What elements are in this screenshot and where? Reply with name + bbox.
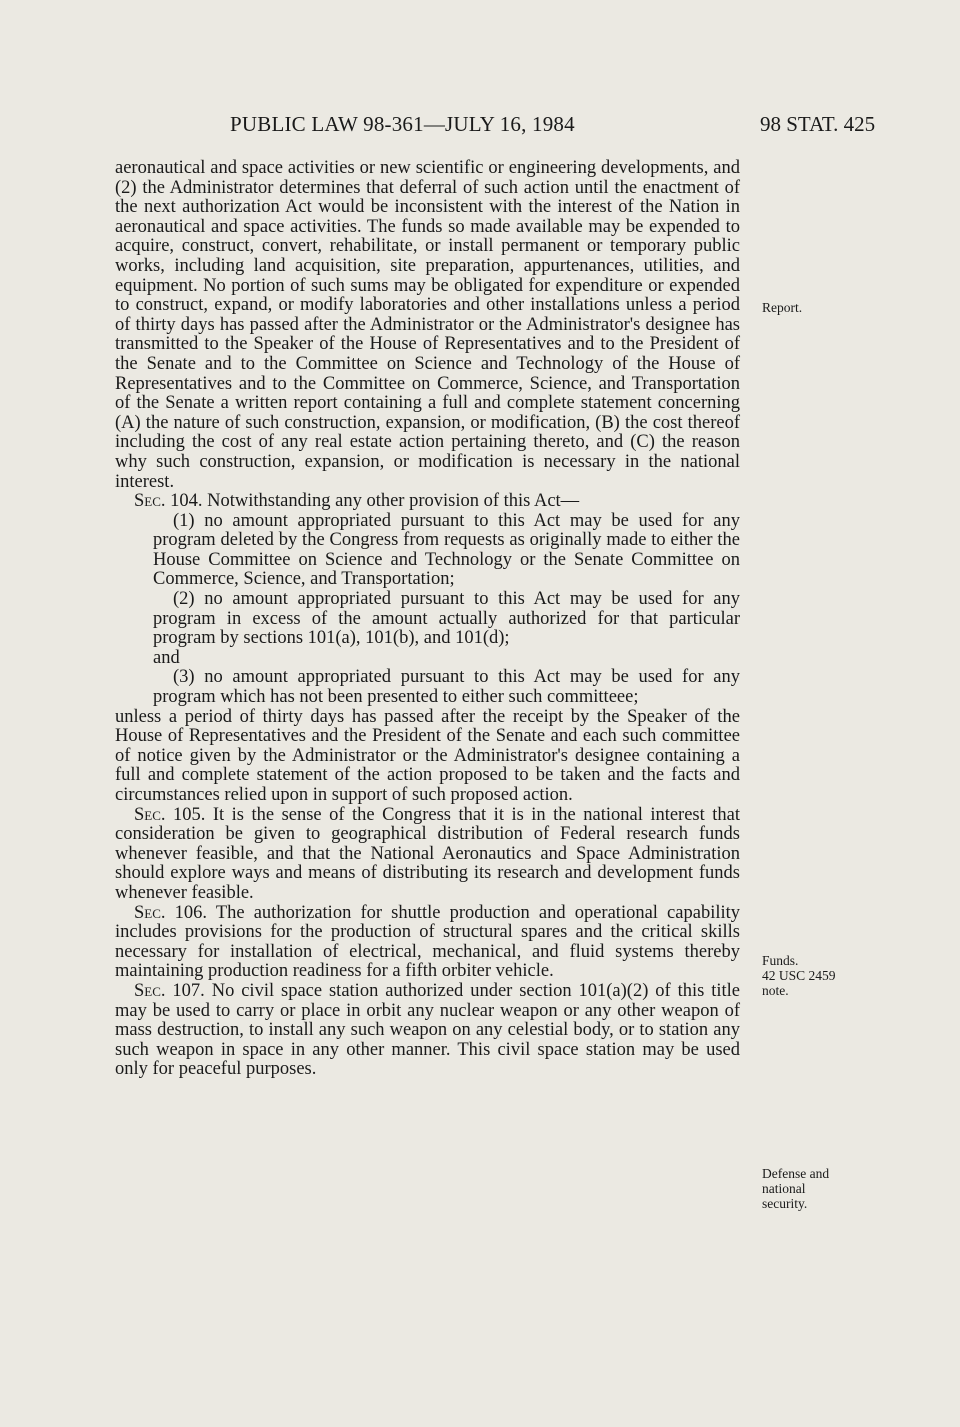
law-title: PUBLIC LAW 98-361—JULY 16, 1984 bbox=[230, 112, 575, 136]
section-104-tail: unless a period of thirty days has passed after the receipt by the Speaker of the House of Representatives and the President of the Senate and each such committee of notice given by the Administrator or the Administrator's designee containing a full and complete statement of the action proposed to be taken and the facts and circumstances relied upon in support of such proposed action. bbox=[115, 706, 740, 805]
margin-note-defense: Defense and national security. bbox=[762, 1166, 830, 1211]
page-header bbox=[0, 112, 960, 142]
section-label: Sec. bbox=[134, 980, 166, 1001]
section-label: Sec. bbox=[134, 902, 166, 923]
margin-note-report: Report. bbox=[762, 300, 803, 315]
section-106: Sec. 106. The authorization for shuttle production and operational capability includes provisions for the production of structural spares and the critical skills necessary for installation of electrical, mechanical, and fluid systems thereby maintaining production readiness for a fifth orbiter vehicle. bbox=[115, 902, 740, 982]
section-104-item-1: (1) no amount appropriated pursuant to this Act may be used for any program deleted by the Congress from requests as originally made to either the House Committee on Science and Technology or the Senate Committee on Commerce, Science, and Transportation; bbox=[153, 510, 740, 590]
law-body bbox=[115, 159, 740, 1080]
section-label: Sec. bbox=[134, 804, 166, 825]
section-103-continuation: aeronautical and space activities or new scientific or engineering developments, and (2) the Administrator determines that deferral of such action until the enactment of the next authorization Act would be inconsistent with the interest of the Nation in aeronautical and space activities. The funds so made available may be expended to acquire, construct, convert, rehabilitate, or install permanent or temporary public works, including land acquisition, site preparation, appurtenances, utilities, and equipment. No portion of such sums may be obligated for expenditure or expended to construct, expand, or modify laboratories and other installations unless a period of thirty days has passed after the Administrator or the Administrator's designee has transmitted to the Speaker of the House of Representatives and to the President of the Senate and to the Committee on Science and Technology of the House of Representatives and to the Committee on Commerce, Science, and Transportation of the Senate a written report containing a full and complete statement concerning (A) the nature of such construction, expansion, or modification, (B) the cost thereof including the cost of any real estate action pertaining thereto, and (C) the reason why such construction, expansion, or modification is necessary in the national interest. bbox=[115, 158, 740, 492]
statute-page-reference: 98 STAT. 425 bbox=[760, 112, 876, 136]
section-104-item-2: (2) no amount appropriated pursuant to this Act may be used for any program in excess of the amount actually authorized for that particular program by sections 101(a), 101(b), and 101(d); bbox=[153, 589, 740, 649]
margin-note-funds: Funds. 42 USC 2459 note. bbox=[762, 953, 836, 998]
section-label: Sec. bbox=[134, 491, 166, 512]
section-105: Sec. 105. It is the sense of the Congress that it is in the national interest that consideration be given to geographical distribution of Federal research funds whenever feasible, and that the National Aeronautics and Space Administration should explore ways and means of distributing its research and development funds whenever feasible. bbox=[115, 804, 740, 903]
section-107: Sec. 107. No civil space station authorized under section 101(a)(2) of this title may be used to carry or place in orbit any nuclear weapon or any other weapon of mass destruction, to install any such weapon on any celestial body, or to station any such weapon in space in any other manner. This civil space station may be used only for peaceful purposes. bbox=[115, 980, 740, 1080]
section-104-item-3: (3) no amount appropriated pursuant to this Act may be used for any program which has not been presented to either such committeee; bbox=[153, 667, 740, 708]
section-104-intro: Sec. 104. Notwithstanding any other provision of this Act— bbox=[134, 491, 580, 512]
section-104-item-2-and: and bbox=[153, 647, 180, 668]
